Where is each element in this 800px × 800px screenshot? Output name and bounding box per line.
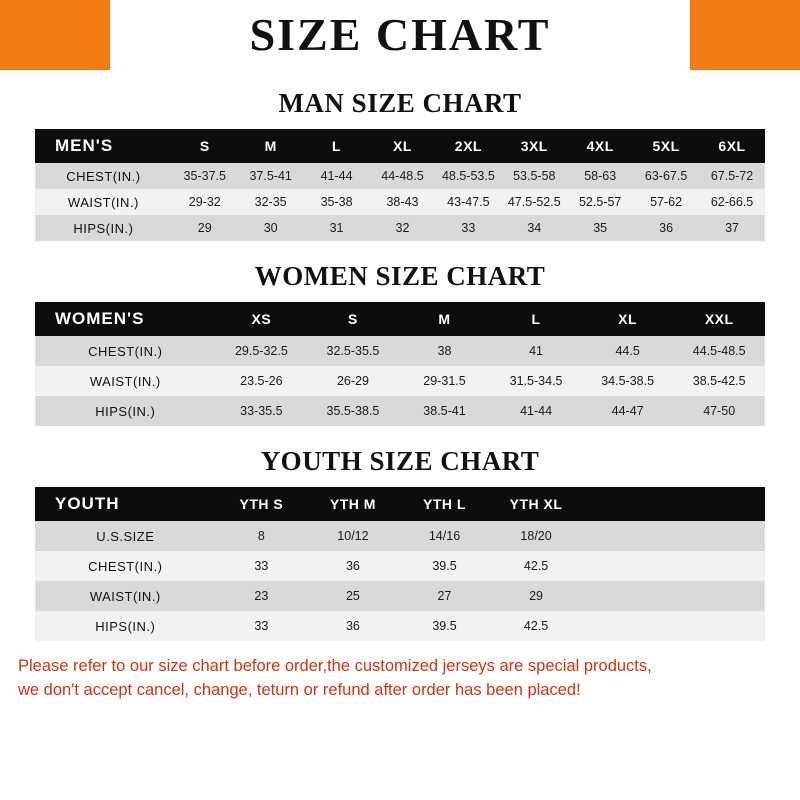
youth-col-header-s: YTH S <box>239 496 284 512</box>
table-row <box>35 163 765 189</box>
women-size-table <box>35 302 765 426</box>
youth-waist-blank-1 <box>582 581 674 611</box>
men-row-label-waist: WAIST(IN.) <box>67 194 139 210</box>
youth-waist-xl: 29 <box>529 589 544 603</box>
men-chest-4xl: 58-63 <box>584 169 617 183</box>
women-chest-l: 41 <box>529 344 544 358</box>
men-row-label-header: MEN'S <box>55 136 114 155</box>
youth-col-header-m: YTH M <box>329 496 376 512</box>
youth-chest-m: 36 <box>345 559 360 573</box>
men-waist-4xl: 52.5-57 <box>578 195 622 209</box>
youth-hips-xl: 42.5 <box>523 619 549 633</box>
women-waist-m: 29-31.5 <box>423 374 466 388</box>
table-header-row <box>35 487 765 521</box>
men-hips-4xl: 35 <box>593 221 608 235</box>
youth-col-header-l: YTH L <box>423 496 466 512</box>
men-col-header-3xl: 3XL <box>520 138 548 154</box>
youth-chest-s: 33 <box>254 559 269 573</box>
women-waist-xl: 34.5-38.5 <box>601 374 655 388</box>
youth-row-label-header: YOUTH <box>55 494 120 513</box>
youth-col-header-blank-2 <box>673 487 765 521</box>
women-col-header-xl: XL <box>618 311 638 327</box>
women-row-label-waist: WAIST(IN.) <box>89 373 161 389</box>
youth-hips-blank-2 <box>673 611 765 641</box>
youth-size-table <box>35 487 765 641</box>
men-hips-l: 31 <box>329 221 344 235</box>
women-col-header-xxl: XXL <box>704 311 734 327</box>
men-chart-wrapper <box>35 129 765 241</box>
women-row-label-header: WOMEN'S <box>55 309 145 328</box>
youth-hips-l: 39.5 <box>432 619 457 633</box>
men-waist-6xl: 62-66.5 <box>710 195 754 209</box>
women-hips-xxl: 47-50 <box>703 404 736 418</box>
table-row <box>35 521 765 551</box>
women-hips-xl: 44-47 <box>611 404 644 418</box>
table-row <box>35 336 765 366</box>
youth-hips-m: 36 <box>345 619 360 633</box>
youth-chest-blank-1 <box>582 551 674 581</box>
table-row <box>35 551 765 581</box>
men-col-header-m: M <box>264 138 277 154</box>
youth-us-size-blank-1 <box>582 521 674 551</box>
youth-table-head <box>35 487 765 521</box>
men-hips-2xl: 33 <box>461 221 476 235</box>
men-table-head <box>35 129 765 163</box>
youth-row-label-waist: WAIST(IN.) <box>89 588 161 604</box>
men-row-label-hips: HIPS(IN.) <box>73 220 134 236</box>
men-hips-s: 29 <box>197 221 212 235</box>
men-waist-s: 29-32 <box>188 195 221 209</box>
women-col-header-s: S <box>348 311 358 327</box>
youth-row-label-chest: CHEST(IN.) <box>88 558 163 574</box>
women-waist-l: 31.5-34.5 <box>509 374 563 388</box>
men-row-label-chest: CHEST(IN.) <box>66 168 141 184</box>
youth-us-size-blank-2 <box>673 521 765 551</box>
women-waist-s: 26-29 <box>336 374 369 388</box>
footer-line-1: Please refer to our size chart before order,the customized jerseys are special products, <box>18 657 652 675</box>
youth-chest-xl: 42.5 <box>523 559 549 573</box>
table-header-row <box>35 302 765 336</box>
youth-us-size-m: 10/12 <box>337 529 369 543</box>
men-section-title: MAN SIZE CHART <box>278 88 522 118</box>
table-row <box>35 396 765 426</box>
men-chest-s: 35-37.5 <box>183 169 226 183</box>
men-chest-l: 41-44 <box>320 169 353 183</box>
header-banner-inner <box>110 0 690 70</box>
men-chest-6xl: 67.5-72 <box>710 169 754 183</box>
women-chest-m: 38 <box>437 344 452 358</box>
men-waist-xl: 38-43 <box>386 195 419 209</box>
men-chest-m: 37.5-41 <box>249 169 292 183</box>
men-col-header-l: L <box>332 138 342 154</box>
women-row-label-chest: CHEST(IN.) <box>88 343 163 359</box>
youth-chart-wrapper <box>35 487 765 641</box>
women-col-header-l: L <box>531 311 541 327</box>
women-waist-xxl: 38.5-42.5 <box>692 374 746 388</box>
women-chest-xxl: 44.5-48.5 <box>692 344 746 358</box>
youth-col-header-xl: YTH XL <box>509 496 563 512</box>
women-col-header-m: M <box>438 311 451 327</box>
youth-us-size-xl: 18/20 <box>520 529 552 543</box>
youth-us-size-s: 8 <box>257 529 265 543</box>
men-col-header-xl: XL <box>393 138 412 154</box>
footer-disclaimer <box>18 655 782 703</box>
youth-row-label-hips: HIPS(IN.) <box>95 618 156 634</box>
youth-waist-l: 27 <box>437 589 452 603</box>
men-hips-5xl: 36 <box>659 221 674 235</box>
youth-hips-s: 33 <box>254 619 269 633</box>
women-hips-l: 41-44 <box>520 404 553 418</box>
women-chart-wrapper <box>35 302 765 426</box>
men-chest-3xl: 53.5-58 <box>513 169 556 183</box>
women-table-body <box>35 336 765 426</box>
men-col-header-4xl: 4XL <box>586 138 614 154</box>
footer-line-2: we don't accept cancel, change, teturn or refund after order has been placed! <box>18 680 581 699</box>
youth-hips-blank-1 <box>582 611 674 641</box>
men-waist-l: 35-38 <box>320 195 353 209</box>
women-section-title: WOMEN SIZE CHART <box>254 261 546 291</box>
men-col-header-5xl: 5XL <box>652 138 680 154</box>
men-hips-3xl: 34 <box>527 221 542 235</box>
men-col-header-2xl: 2XL <box>454 138 482 154</box>
youth-table-body <box>35 521 765 641</box>
header-banner <box>0 0 800 70</box>
youth-waist-m: 25 <box>345 589 360 603</box>
youth-waist-s: 23 <box>254 589 269 603</box>
men-size-table <box>35 129 765 241</box>
women-table-head <box>35 302 765 336</box>
youth-col-header-blank-1 <box>582 487 674 521</box>
women-chest-s: 32.5-35.5 <box>326 344 380 358</box>
page-title: SIZE CHART <box>249 9 551 60</box>
table-row <box>35 366 765 396</box>
youth-chest-l: 39.5 <box>432 559 457 573</box>
men-chest-5xl: 63-67.5 <box>644 169 688 183</box>
men-hips-m: 30 <box>263 221 278 235</box>
men-chest-2xl: 48.5-53.5 <box>441 169 495 183</box>
women-hips-m: 38.5-41 <box>423 404 466 418</box>
youth-row-label-us-size: U.S.SIZE <box>96 528 155 544</box>
women-hips-s: 35.5-38.5 <box>326 404 380 418</box>
men-hips-xl: 32 <box>395 221 410 235</box>
table-header-row <box>35 129 765 163</box>
men-chest-xl: 44-48.5 <box>381 169 424 183</box>
men-waist-5xl: 57-62 <box>650 195 683 209</box>
men-waist-m: 32-35 <box>254 195 287 209</box>
men-table-body <box>35 163 765 241</box>
table-row <box>35 611 765 641</box>
women-row-label-hips: HIPS(IN.) <box>95 403 156 419</box>
table-row <box>35 215 765 241</box>
table-row <box>35 189 765 215</box>
youth-section-title: YOUTH SIZE CHART <box>260 446 540 476</box>
women-col-header-xs: XS <box>251 311 272 327</box>
men-waist-3xl: 47.5-52.5 <box>507 195 561 209</box>
men-hips-6xl: 37 <box>725 221 739 235</box>
youth-waist-blank-2 <box>673 581 765 611</box>
women-chest-xl: 44.5 <box>615 344 640 358</box>
youth-chest-blank-2 <box>673 551 765 581</box>
women-chest-xs: 29.5-32.5 <box>234 344 288 358</box>
men-col-header-s: S <box>199 138 210 154</box>
women-waist-xs: 23.5-26 <box>240 374 283 388</box>
youth-us-size-l: 14/16 <box>428 529 461 543</box>
women-hips-xs: 33-35.5 <box>240 404 283 418</box>
men-waist-2xl: 43-47.5 <box>447 195 490 209</box>
table-row <box>35 581 765 611</box>
men-col-header-6xl: 6XL <box>718 138 746 154</box>
